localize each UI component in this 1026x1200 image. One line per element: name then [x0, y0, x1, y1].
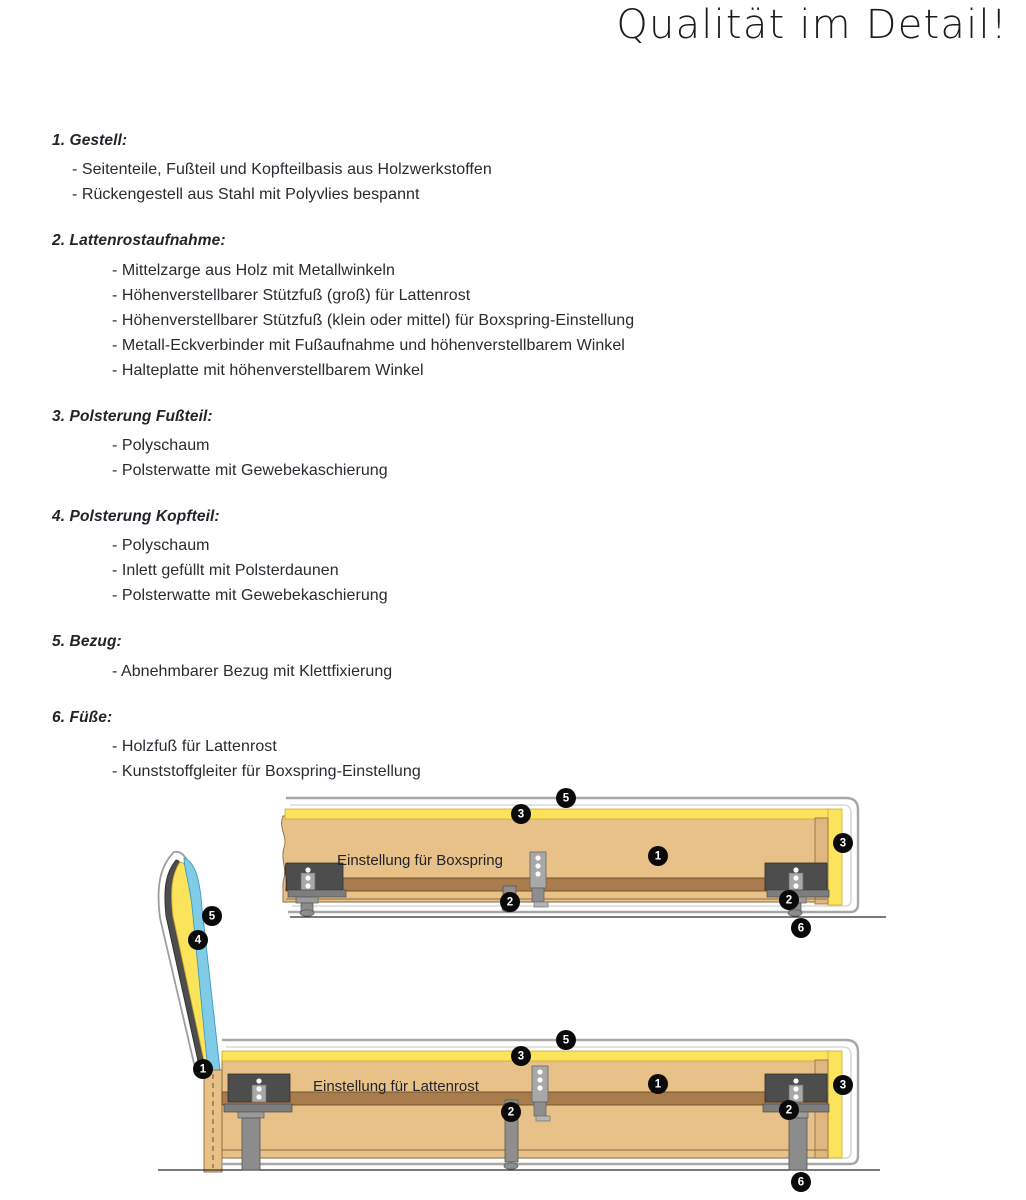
spec-section-1 — [0, 130, 1026, 208]
marker-5-lattenrost — [556, 1030, 576, 1050]
marker-6-boxspring — [791, 918, 811, 938]
marker-5-label: 5 — [562, 792, 570, 805]
foam-strip-foot-boxspring — [828, 809, 842, 905]
marker-5-lattenrost-label: 5 — [562, 1034, 570, 1047]
spec-item: - Höhenverstellbarer Stützfuß (groß) für Lattenrost — [112, 286, 471, 304]
spec-item: - Mittelzarge aus Holz mit Metallwinkeln — [112, 261, 395, 279]
spec-item: - Inlett gefüllt mit Polsterdaunen — [112, 562, 339, 580]
boxspring-cross-section — [282, 788, 886, 938]
spec-items-1 — [0, 158, 1026, 208]
marker-2-centre-boxspring — [500, 892, 520, 912]
spec-heading-1: 1. Gestell: — [52, 132, 128, 149]
spec-item: - Metall-Eckverbinder mit Fußaufnahme und höhenverstellbarem Winkel — [112, 336, 625, 354]
marker-2-right-lattenrost-label: 2 — [785, 1104, 793, 1117]
marker-1-boxspring — [648, 846, 668, 866]
marker-3-top-boxspring — [511, 804, 531, 824]
marker-5-headboard-label: 5 — [208, 910, 216, 923]
marker-5-boxspring — [556, 788, 576, 808]
marker-3-foot-lattenrost — [833, 1075, 853, 1095]
spec-item: - Polyschaum — [112, 537, 210, 555]
marker-5-headboard — [202, 906, 222, 926]
spec-items-5 — [0, 660, 1026, 685]
marker-3-foot-boxspring — [833, 833, 853, 853]
boxspring-setting-label: Einstellung für Boxspring — [337, 852, 503, 869]
spec-item: - Höhenverstellbarer Stützfuß (klein oder mittel) für Boxspring-Einstellung — [112, 311, 635, 329]
spec-section-2 — [0, 230, 1026, 383]
spec-item: - Polsterwatte mit Gewebekaschierung — [112, 587, 388, 605]
marker-1-lattenrost — [648, 1074, 668, 1094]
marker-3-foot-label: 3 — [839, 837, 847, 850]
marker-3-top-lattenrost — [511, 1046, 531, 1066]
corner-bracket-left-boxspring — [285, 863, 346, 916]
marker-4-headboard-label: 4 — [194, 934, 202, 947]
spec-item: - Seitenteile, Fußteil und Kopfteilbasis aus Holzwerkstoffen — [72, 161, 492, 179]
marker-2-right-boxspring — [779, 890, 799, 910]
marker-6-lattenrost-label: 6 — [797, 1176, 805, 1189]
spec-items-2 — [0, 259, 1026, 384]
marker-1-headboard-label: 1 — [199, 1063, 207, 1076]
wooden-leg-right — [789, 1118, 807, 1170]
spec-heading-5: 5. Bezug: — [52, 633, 122, 651]
marker-2-right-label: 2 — [785, 894, 793, 907]
marker-2-centre-lattenrost-label: 2 — [507, 1106, 515, 1119]
specification-list — [0, 130, 1026, 807]
marker-1-lattenrost-label: 1 — [654, 1078, 662, 1091]
lattenrost-cross-section — [158, 1030, 880, 1192]
marker-3-foot-lattenrost-label: 3 — [839, 1079, 847, 1092]
marker-1-headboard — [193, 1059, 213, 1079]
marker-2-centre-lattenrost — [501, 1102, 521, 1122]
marker-6-lattenrost — [791, 1172, 811, 1192]
corner-bracket-right-boxspring — [765, 863, 829, 916]
marker-1-label: 1 — [654, 850, 662, 863]
marker-2-right-lattenrost — [779, 1100, 799, 1120]
headboard-cross-section — [159, 852, 222, 1172]
marker-6-label: 6 — [797, 922, 805, 935]
spec-item: - Halteplatte mit höhenverstellbarem Winkel — [112, 361, 424, 379]
page-title: Qualität im Detail! — [616, 2, 1008, 48]
spec-item: - Polyschaum — [112, 437, 210, 455]
spec-heading-6: 6. Füße: — [52, 708, 113, 726]
wooden-leg-left — [242, 1118, 260, 1170]
spec-item: - Kunststoffgleiter für Boxspring-Einstellung — [112, 763, 421, 781]
mittelzarge-boxspring — [286, 878, 827, 891]
marker-3-top-lattenrost-label: 3 — [517, 1050, 525, 1063]
wood-body-lattenrost — [222, 1058, 827, 1158]
marker-3-top-label: 3 — [517, 808, 525, 821]
spec-heading-4: 4. Polsterung Kopfteil: — [52, 507, 220, 525]
spec-section-4 — [0, 506, 1026, 609]
spec-item: - Rückengestell aus Stahl mit Polyvlies bespannt — [72, 186, 420, 204]
spec-heading-3: 3. Polsterung Fußteil: — [52, 407, 213, 425]
spec-section-3 — [0, 406, 1026, 484]
spec-section-5 — [0, 631, 1026, 684]
spec-section-6 — [0, 707, 1026, 785]
marker-2-centre-label: 2 — [506, 896, 514, 909]
spec-items-3 — [0, 434, 1026, 484]
spec-item: - Holzfuß für Lattenrost — [112, 738, 277, 756]
marker-4-headboard — [188, 930, 208, 950]
spec-item: - Polsterwatte mit Gewebekaschierung — [112, 462, 388, 480]
spec-item: - Abnehmbarer Bezug mit Klettfixierung — [112, 662, 393, 680]
foam-strip-top-boxspring — [285, 809, 830, 819]
foam-strip-foot-lattenrost — [828, 1051, 842, 1158]
spec-items-4 — [0, 534, 1026, 609]
spec-heading-2: 2. Lattenrostaufnahme: — [52, 232, 226, 250]
lattenrost-setting-label: Einstellung für Lattenrost — [313, 1078, 479, 1095]
bed-cross-section-diagram — [0, 778, 1026, 1200]
